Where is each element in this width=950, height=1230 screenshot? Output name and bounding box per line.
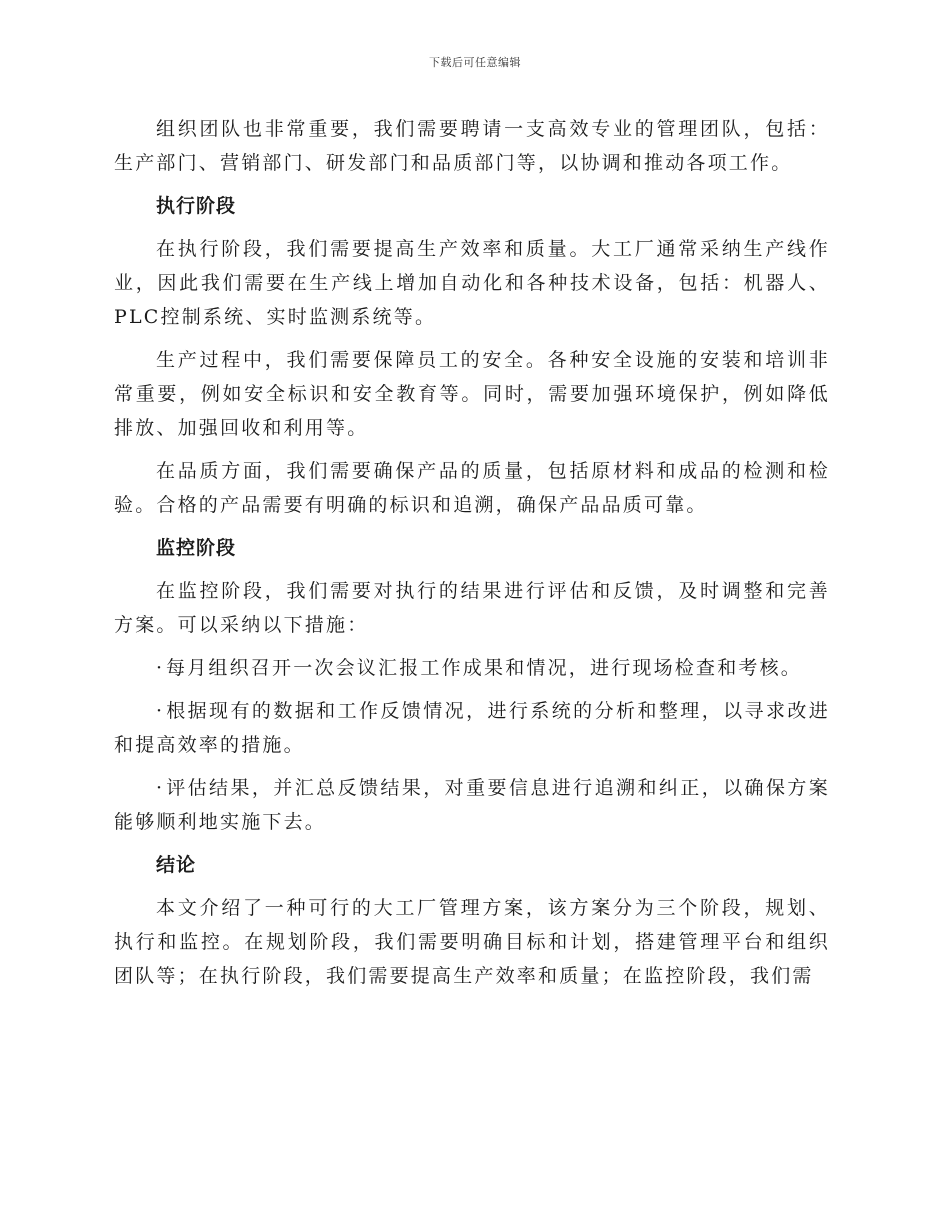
heading-monitoring-phase: 监控阶段 <box>156 537 237 559</box>
bullet-icon: · <box>156 700 165 722</box>
document-body <box>114 112 830 993</box>
bullet-item-monthly-meeting <box>114 651 830 685</box>
bullet-item-data-analysis <box>114 694 830 762</box>
paragraph-conclusion: 本文介绍了一种可行的大工厂管理方案，该方案分为三个阶段，规划、执行和监控。在规划阶段，我们需要明确目标和计划，搭建管理平台和组织团队等；在执行阶段，我们需要提高生产效率和质量；在监控阶段，我们需 <box>114 897 830 987</box>
page-header: 下载后可任意编辑 <box>429 56 521 69</box>
paragraph-safety: 生产过程中，我们需要保障员工的安全。各种安全设施的安装和培训非常重要，例如安全标识和安全教育等。同时，需要加强环境保护，例如降低排放、加强回收和利用等。 <box>114 349 830 439</box>
paragraph-team: 组织团队也非常重要，我们需要聘请一支高效专业的管理团队，包括：生产部门、营销部门、研发部门和品质部门等，以协调和推动各项工作。 <box>114 118 830 174</box>
bullet-item-evaluation <box>114 771 830 839</box>
bullet-icon: · <box>156 777 165 799</box>
bullet-icon: · <box>156 657 165 679</box>
paragraph-monitoring: 在监控阶段，我们需要对执行的结果进行评估和反馈，及时调整和完善方案。可以采纳以下措施： <box>114 580 830 636</box>
paragraph-execution-efficiency: 在执行阶段，我们需要提高生产效率和质量。大工厂通常采纳生产线作业，因此我们需要在生产线上增加自动化和各种技术设备，包括：机器人、PLC控制系统、实时监测系统等。 <box>114 238 830 328</box>
paragraph-quality: 在品质方面，我们需要确保产品的质量，包括原材料和成品的检测和检验。合格的产品需要有明确的标识和追溯，确保产品品质可靠。 <box>114 460 830 516</box>
heading-conclusion: 结论 <box>156 854 197 876</box>
bullet-text: 每月组织召开一次会议汇报工作成果和情况，进行现场检查和考核。 <box>166 657 803 679</box>
bullet-text: 评估结果，并汇总反馈结果，对重要信息进行追溯和纠正，以确保方案能够顺利地实施下去。 <box>114 777 830 833</box>
heading-execution-phase: 执行阶段 <box>156 195 237 217</box>
bullet-text: 根据现有的数据和工作反馈情况，进行系统的分析和整理，以寻求改进和提高效率的措施。 <box>114 700 830 756</box>
